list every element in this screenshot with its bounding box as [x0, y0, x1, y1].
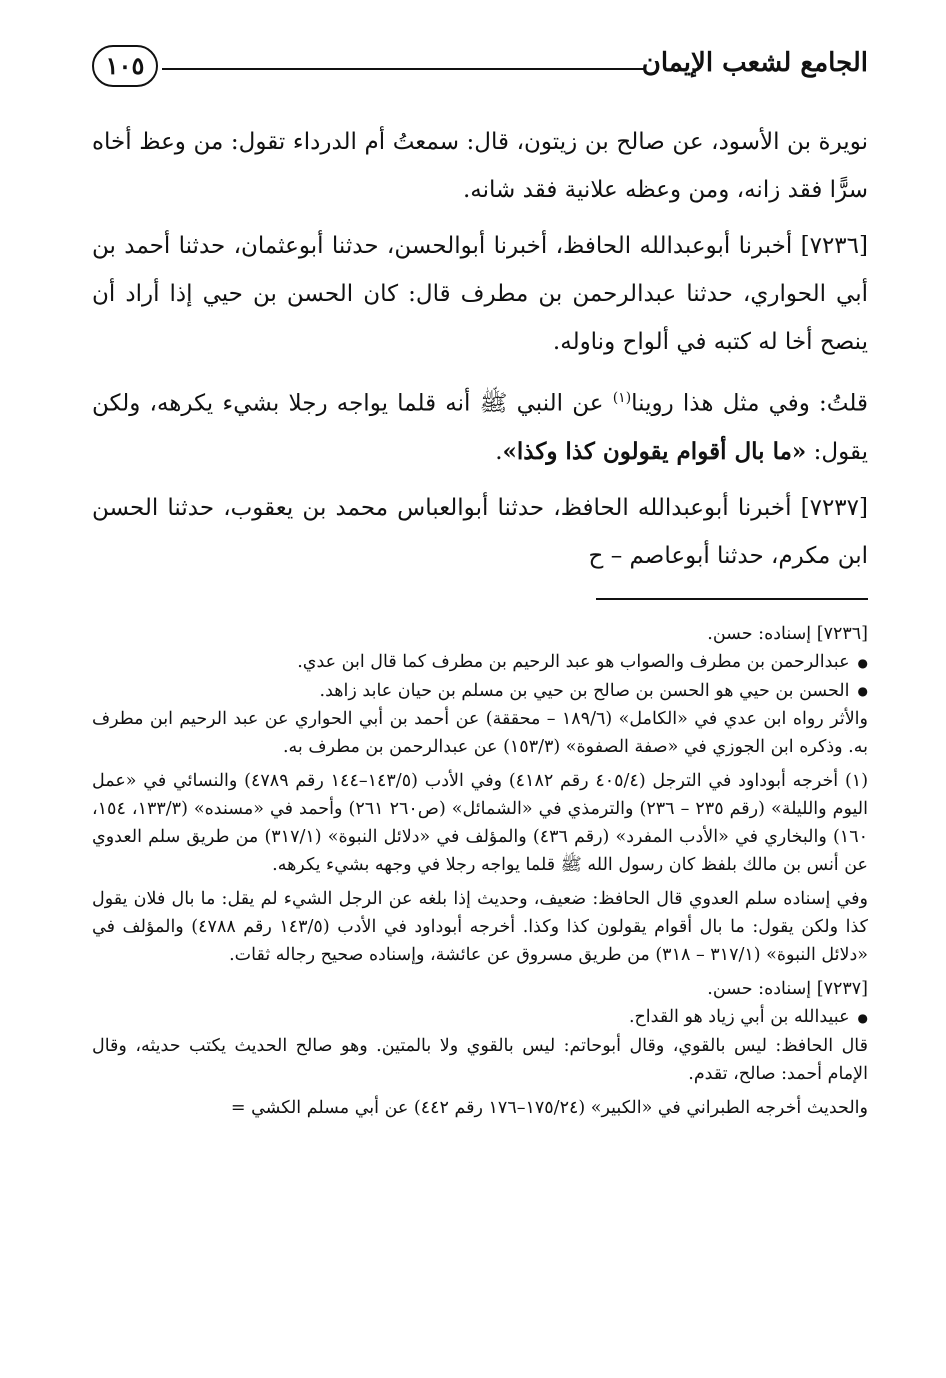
page-number-badge: ١٠٥: [92, 45, 158, 87]
footnotes: [92, 620, 868, 1128]
note-bullet-3-text: عبيدالله بن أبي زياد هو القداح.: [628, 1007, 850, 1027]
note-bullet-3: [92, 1003, 868, 1032]
bullet-icon: ●: [857, 684, 868, 698]
note-isnad-salm: وفي إسناده سلم العدوي قال الحافظ: ضعيف، وحديث إذا بلغه عن الرجل الشيء لم يقل: ما بال فلان يقول كذا ولكن يقول: ما بال أقوام يقولون كذا وكذا. أخرجه أبوداود في الأدب (١٤٣/٥ رقم ٤٧٨٨) والمؤلف في «دلائل النبوة» (٣١٧/١ – ٣١٨) من طريق مسروق عن عائشة، وإسناده صحيح رجاله ثقات.: [92, 889, 868, 965]
paragraph-hadith-7236: [٧٢٣٦] أخبرنا أبوعبدالله الحافظ، أخبرنا أبوالحسن، حدثنا أبوعثمان، حدثنا أحمد بن أبي الحواري، حدثنا عبدالرحمن بن مطرف قال: كان الحسن بن حيي إذا أراد أن ينصح أخا له كتبه في ألواح وناوله.: [92, 233, 868, 355]
footnote-marker: (١): [612, 390, 632, 406]
paragraph-1: نويرة بن الأسود، عن صالح بن زيتون، قال: سمعتُ أم الدرداء تقول: من وعظ أخاه سرًّا فقد زانه، ومن وعظه علانية فقد شانه.: [92, 129, 868, 203]
footnote-separator: [596, 598, 868, 600]
header-rule: [162, 68, 646, 70]
note-bullet-2-text: الحسن بن حيي هو الحسن بن صالح بن حيي بن مسلم بن حيان عابد زاهد.: [319, 680, 850, 701]
prophetic-quote: «ما بال أقوام يقولون كذا وكذا»: [502, 437, 807, 465]
main-text: [92, 118, 868, 588]
note-tabarani: والحديث أخرجه الطبراني في «الكبير» (١٧٥/٢٤–١٧٦ رقم ٤٤٢) عن أبي مسلم الكشي =: [230, 1097, 868, 1118]
note-bullet-1: [92, 648, 868, 677]
note-athar-source: والأثر رواه ابن عدي في «الكامل» (١٨٩/٦ – محققة) عن أحمد بن أبي الحواري عن عبد الرحيم ابن مطرف به. وذكره ابن الجوزي في «صفة الصفوة» (١٥٣/٣) عن عبدالرحمن بن مطرف به.: [92, 709, 868, 757]
note-hafiz: قال الحافظ: ليس بالقوي، وقال أبوحاتم: ليس بالقوي ولا بالمتين. وهو صالح الحديث يكتب حديثه، وقال الإمام أحمد: صالح، تقدم.: [92, 1035, 868, 1084]
note-7237-grade: [٧٢٣٧] إسناده: حسن.: [707, 979, 868, 999]
note-7236-grade: [٧٢٣٦] إسناده: حسن.: [707, 624, 868, 644]
paragraph-comment: [92, 374, 868, 476]
footnote-1: (١) أخرجه أبوداود في الترجل (٤٠٥/٤ رقم ٤١٨٢) وفي الأدب (١٤٣/٥–١٤٤ رقم ٤٧٨٩) والنسائي في «عمل اليوم والليلة» (رقم ٢٣٥ – ٢٣٦) والترمذي في «الشمائل» (ص٢٦٠ ٢٦١) وأحمد في «مسنده» (١٣٣/٣، ١٥٤، ١٦٠) والبخاري في «الأدب المفرد» (رقم ٤٣٦) والمؤلف في «دلائل النبوة» (٣١٧/١) من طريق سلم العدوي عن أنس بن مالك بلفظ كان رسول الله ﷺ قلما يواجه رجلا في وجهه بشيء يكرهه.: [92, 771, 869, 875]
book-title: الجامع لشعب الإيمان: [641, 48, 868, 78]
bullet-icon: ●: [857, 1010, 868, 1025]
bullet-icon: ●: [857, 655, 868, 670]
page-header: [92, 40, 868, 96]
comment-end: .: [495, 438, 503, 465]
paragraph-hadith-7237: [٧٢٣٧] أخبرنا أبوعبدالله الحافظ، حدثنا أبوالعباس محمد بن يعقوب، حدثنا الحسن ابن مكرم، حدثنا أبوعاصم – ح: [92, 494, 868, 569]
comment-mid: عن النبي ﷺ أنه قلما يواجه رجلا بشيء يكرهه، ولكن يقول:: [92, 390, 868, 465]
note-bullet-1-text: عبدالرحمن بن مطرف والصواب هو عبد الرحيم بن مطرف كما قال ابن عدي.: [297, 652, 850, 672]
comment-lead: قلتُ: وفي مثل هذا روينا: [631, 390, 869, 417]
note-bullet-2: [92, 677, 868, 706]
